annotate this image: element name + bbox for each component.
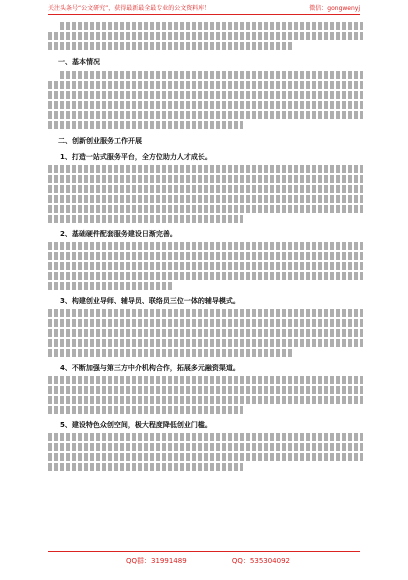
body-line [48,252,363,260]
footer [48,551,360,570]
banner-right-text: 微信：gongwenyj [309,5,360,12]
body-line [48,396,363,404]
footer-qq-group: QQ群：31991489 [126,557,187,565]
top-banner [48,4,360,15]
body-line [48,376,363,384]
body-line [48,386,363,394]
body-line [48,349,294,357]
body-line [48,121,243,129]
body-line [48,433,363,441]
body-line [48,262,363,270]
body-line [48,272,363,280]
subsection-title: 3、构建创业导师、辅导员、联络员三位一体的辅导模式。 [60,297,240,305]
body-line [48,111,363,119]
subsection-title: 4、不断加强与第三方中介机构合作，拓展多元融资渠道。 [60,364,240,372]
body-line [48,81,363,89]
body-line [48,463,243,471]
body-line [48,32,363,40]
body-line [48,329,363,337]
subsection-title: 2、基础硬件配套服务建设日渐完善。 [60,230,177,238]
body-line [48,282,174,290]
body-line [48,195,363,203]
banner-left-text: 关注头条号“公文研究”，获得最新最全最专业的公文资料库！ [48,5,211,12]
body-line [48,175,363,183]
body-line [48,443,363,451]
body-line [60,71,363,79]
section-title: 二、创新创业服务工作开展 [58,137,142,145]
subsection-title: 5、建设特色众创空间，极大程度降低创业门槛。 [60,421,212,429]
body-line [48,91,363,99]
body-line [48,339,363,347]
body-line [48,205,363,213]
body-line [48,319,363,327]
footer-qq-contact: QQ：535304092 [231,557,290,565]
body-line [60,22,363,30]
body-line [48,42,294,50]
body-line [48,101,363,109]
document-content [48,20,363,473]
body-line [48,309,363,317]
body-line [48,215,243,223]
body-line [48,185,363,193]
body-line [48,242,363,250]
body-line [48,165,363,173]
body-line [48,453,363,461]
subsection-title: 1、打造一站式服务平台，全方位助力人才成长。 [60,153,212,161]
section-title: 一、基本情况 [58,58,100,66]
body-line [48,406,243,414]
